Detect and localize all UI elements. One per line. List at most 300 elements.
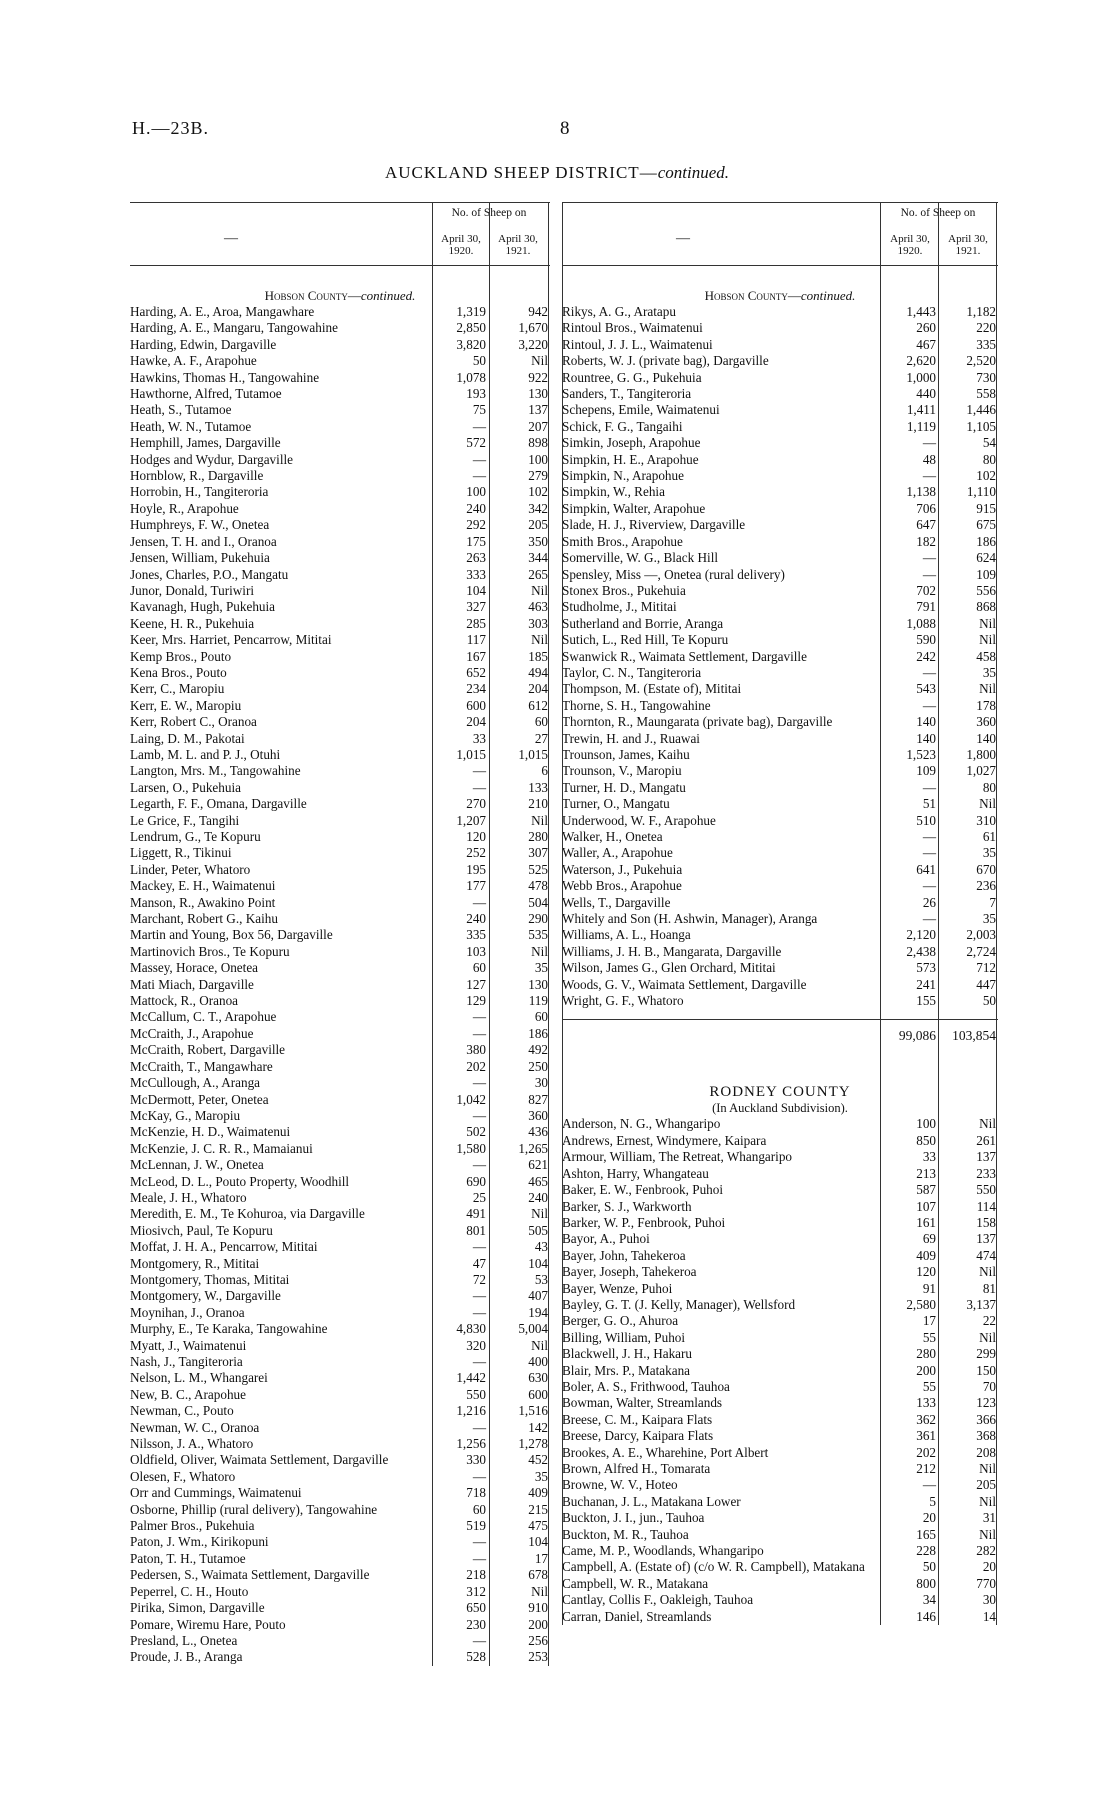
holder-name: Kerr, E. W., Maropiu (130, 697, 242, 713)
sheep-1920: 587 (916, 1182, 936, 1198)
sheep-1920: 200 (916, 1362, 936, 1378)
table-row (562, 353, 998, 369)
sheep-1921: 368 (976, 1428, 996, 1444)
sheep-1920: — (922, 845, 936, 861)
holder-name: Bowman, Walter, Streamlands (562, 1395, 723, 1411)
table-row (562, 320, 998, 336)
county-name: Hobson County— (704, 288, 801, 303)
sheep-1920: 100 (916, 1116, 936, 1132)
sheep-1921: 712 (976, 960, 996, 976)
sheep-1920: 252 (466, 845, 486, 861)
sheep-1920: 850 (916, 1132, 936, 1148)
holder-name: Heath, S., Tutamoe (130, 402, 232, 418)
sheep-1920: 467 (916, 336, 936, 352)
table-row (130, 895, 550, 911)
sheep-1920: 202 (916, 1444, 936, 1460)
holder-name: Underwood, W. F., Arapohue (562, 812, 716, 828)
table-row (130, 1584, 550, 1600)
table-row (130, 1108, 550, 1124)
sheep-1920: 706 (916, 500, 936, 516)
table-row (562, 698, 998, 714)
sheep-1920: 146 (916, 1608, 936, 1624)
sheep-1921: 458 (976, 648, 996, 664)
sheep-1920: 800 (916, 1575, 936, 1591)
table-row (130, 337, 550, 353)
sheep-1921: Nil (979, 681, 996, 697)
holder-name: Hawkins, Thomas H., Tangowahine (130, 369, 320, 385)
table-row (130, 1370, 550, 1386)
sheep-1920: 204 (466, 714, 486, 730)
holder-name: Horrobin, H., Tangiteroria (130, 484, 269, 500)
sheep-1920: 590 (916, 632, 936, 648)
sheep-1920: 167 (466, 648, 486, 664)
title-continued: continued. (657, 163, 729, 182)
table-row (130, 517, 550, 533)
holder-name: Walker, H., Onetea (562, 829, 663, 844)
sheep-1921: Nil (531, 1583, 548, 1599)
holder-name: McKenzie, J. C. R. R., Mamaianui (130, 1140, 313, 1156)
sheep-1920: 228 (916, 1543, 936, 1559)
table-row (562, 1461, 998, 1477)
holder-name: Berger, G. O., Ahuroa (562, 1313, 679, 1329)
table-row (562, 550, 998, 566)
table-row (130, 435, 550, 451)
table-row (130, 1551, 550, 1567)
holder-name: Legarth, F. F., Omana, Dargaville (130, 796, 307, 812)
sheep-1920: 280 (916, 1346, 936, 1362)
holder-name: Waller, A., Arapohue (562, 845, 673, 861)
sheep-1920: 1,256 (456, 1436, 486, 1452)
sheep-1920: 129 (466, 993, 486, 1009)
table-row (562, 386, 998, 402)
sheep-1921: 407 (528, 1288, 548, 1304)
sheep-1920: 155 (916, 993, 936, 1009)
sheep-1920: 20 (922, 1510, 936, 1526)
sheep-1920: 33 (472, 730, 486, 746)
sheep-1920: 1,442 (456, 1370, 486, 1386)
holder-name: Oldfield, Oliver, Waimata Settlement, Dargaville (130, 1452, 389, 1468)
sheep-1920: 502 (466, 1124, 486, 1140)
holder-name: Andrews, Ernest, Windymere, Kaipara (562, 1132, 767, 1148)
sheep-1921: 200 (528, 1616, 548, 1632)
sheep-1921: 109 (976, 566, 996, 582)
county-heading (130, 288, 550, 304)
sheep-1921: 2,724 (966, 943, 996, 959)
sheep-1921: 240 (528, 1189, 548, 1205)
table-row (130, 304, 550, 320)
holder-name: Buchanan, J. L., Matakana Lower (562, 1493, 741, 1509)
sheep-1921: 6 (541, 763, 548, 779)
sheep-1920: 1,580 (456, 1140, 486, 1156)
sheep-1920: — (472, 763, 486, 779)
column-rule (432, 203, 433, 1666)
sheep-1921: 436 (528, 1124, 548, 1140)
holder-name: Taylor, C. N., Tangiteroria (562, 664, 702, 680)
sheep-1921: Nil (979, 796, 996, 812)
holder-name: Schick, F. G., Tangaihi (562, 418, 683, 434)
table-row (130, 911, 550, 927)
table-row (130, 1042, 550, 1058)
sheep-1920: 100 (466, 484, 486, 500)
holder-name: Hornblow, R., Dargaville (130, 468, 264, 484)
sheep-1921: 60 (534, 714, 548, 730)
holder-name: Carran, Daniel, Streamlands (562, 1608, 712, 1624)
holder-name: Keene, H. R., Pukehuia (130, 615, 255, 631)
table-row (562, 484, 998, 500)
sheep-1921: 253 (528, 1649, 548, 1665)
sheep-1920: 212 (916, 1461, 936, 1476)
sheep-1921: Nil (531, 943, 548, 959)
sheep-1921: 282 (976, 1543, 996, 1559)
table-row (130, 1403, 550, 1419)
sheep-1920: 177 (466, 878, 486, 894)
sheep-1921: Nil (979, 1116, 996, 1132)
holder-name: Williams, J. H. B., Mangarata, Dargaville (562, 943, 782, 959)
table-row (130, 1452, 550, 1468)
holder-name: Miosivch, Paul, Te Kopuru (130, 1222, 273, 1238)
sheep-1920: 647 (916, 517, 936, 533)
sheep-1920: 270 (466, 796, 486, 812)
table-row (562, 1445, 998, 1461)
holder-name: Hawthorne, Alfred, Tutamoe (130, 386, 282, 402)
sheep-1921: 137 (976, 1149, 996, 1165)
sheep-1920: — (922, 878, 936, 894)
holder-name: Wilson, James G., Glen Orchard, Mititai (562, 960, 776, 976)
sheep-1921: 1,446 (966, 402, 996, 418)
table-row (130, 468, 550, 484)
sheep-1921: 910 (528, 1600, 548, 1616)
sheep-1920: 690 (466, 1173, 486, 1189)
sheep-1920: 380 (466, 1042, 486, 1058)
table-row (130, 747, 550, 763)
table-row (130, 616, 550, 632)
sheep-1920: 519 (466, 1518, 486, 1534)
sheep-1921: 207 (528, 418, 548, 434)
holder-name: Buckton, J. I., jun., Tauhoa (562, 1510, 705, 1526)
sheep-1921: 463 (528, 599, 548, 615)
holder-name: Ashton, Harry, Whangateau (562, 1165, 709, 1181)
column-rule (996, 203, 997, 1625)
county-name: Hobson County— (264, 288, 361, 303)
holder-name: Keer, Mrs. Harriet, Pencarrow, Mititai (130, 632, 332, 648)
table-row (130, 1321, 550, 1337)
sheep-1921: Nil (531, 632, 548, 648)
sheep-1921: Nil (531, 812, 548, 828)
sheep-1921: 409 (528, 1485, 548, 1501)
sheep-1921: 1,015 (518, 746, 548, 762)
table-row (562, 1609, 998, 1625)
table-row (562, 1133, 998, 1149)
sheep-1920: 1,000 (906, 369, 936, 385)
col-1920-heading: April 30, 1920. (441, 233, 481, 257)
sheep-1921: 898 (528, 435, 548, 451)
table-row (562, 1297, 998, 1313)
holder-name: Manson, R., Awakino Point (130, 894, 276, 910)
sheep-1920: — (922, 1477, 936, 1493)
sheep-1920: 572 (466, 435, 486, 451)
sheep-1921: 265 (528, 566, 548, 582)
table-row (130, 698, 550, 714)
holder-name: Anderson, N. G., Whangaripo (562, 1116, 721, 1132)
table-row (130, 681, 550, 697)
sheep-1921: 35 (534, 960, 548, 976)
sheep-1921: 3,220 (518, 336, 548, 352)
table-row (562, 878, 998, 894)
sheep-1920: — (472, 1288, 486, 1304)
sheep-1920: 573 (916, 960, 936, 976)
table-row (562, 927, 998, 943)
sheep-1920: 91 (922, 1280, 936, 1296)
sheep-1921: 102 (528, 484, 548, 500)
sheep-1921: 140 (976, 730, 996, 746)
col-1920-heading: April 30, 1920. (890, 233, 930, 257)
holder-name: McKay, G., Maropiu (130, 1107, 241, 1123)
sheep-1921: 30 (982, 1592, 996, 1608)
table-row (562, 731, 998, 747)
table-row (562, 567, 998, 583)
sheep-1920: — (472, 1632, 486, 1648)
sheep-1921: 558 (976, 386, 996, 402)
holder-name: Newman, C., Pouto (130, 1403, 234, 1419)
holder-name: Kavanagh, Hugh, Pukehuia (130, 599, 276, 615)
sheep-1921: 220 (976, 320, 996, 336)
table-row (562, 599, 998, 615)
table-row (130, 1256, 550, 1272)
sheep-1921: 344 (528, 550, 548, 566)
holder-name: McCallum, C. T., Arapohue (130, 1009, 277, 1025)
name-column-dash: — (224, 231, 238, 246)
table-row (562, 1543, 998, 1559)
holder-name: Peperrel, C. H., Houto (130, 1583, 249, 1599)
sheep-1920: 69 (922, 1231, 936, 1247)
table-row (130, 1617, 550, 1633)
table-row (130, 1206, 550, 1222)
holder-name: Harding, A. E., Mangaru, Tangowahine (130, 320, 338, 336)
sheep-1921: 14 (982, 1608, 996, 1624)
sheep-1921: 360 (976, 714, 996, 730)
table-row (130, 714, 550, 730)
sheep-1920: — (472, 1550, 486, 1566)
sheep-1920: 202 (466, 1058, 486, 1074)
table-row (130, 370, 550, 386)
table-row (562, 452, 998, 468)
sheep-1920: — (922, 829, 936, 844)
holder-name: McCraith, T., Mangawhare (130, 1058, 273, 1074)
holder-name: McLennan, J. W., Onetea (130, 1157, 264, 1173)
holder-name: Bayor, A., Puhoi (562, 1231, 650, 1247)
sheep-1920: 241 (916, 976, 936, 992)
holder-name: Rintoul Bros., Waimatenui (562, 320, 703, 336)
right-rows (562, 304, 998, 1009)
table-row (562, 501, 998, 517)
sheep-1920: 543 (916, 681, 936, 697)
table-row (562, 1330, 998, 1346)
holder-name: Myatt, J., Waimatenui (130, 1337, 247, 1353)
table-row (562, 1248, 998, 1264)
sheep-1920: 1,411 (906, 402, 936, 418)
table-row (130, 1059, 550, 1075)
sheep-1921: 123 (976, 1395, 996, 1411)
sheep-1921: Nil (531, 582, 548, 598)
table-row (130, 1092, 550, 1108)
sheep-1920: 1,088 (906, 615, 936, 631)
sheep-1920: 2,580 (906, 1296, 936, 1312)
table-row (130, 501, 550, 517)
sheep-1920: 702 (916, 582, 936, 598)
sheep-1920: 5 (929, 1493, 936, 1509)
holder-name: Barker, S. J., Warkworth (562, 1198, 692, 1214)
sheep-1920: 47 (472, 1255, 486, 1271)
holder-name: Liggett, R., Tikinui (130, 845, 232, 861)
sheep-1921: 452 (528, 1452, 548, 1468)
table-row (130, 1338, 550, 1354)
holder-name: Breese, Darcy, Kaipara Flats (562, 1428, 714, 1444)
table-row (130, 484, 550, 500)
table-row (562, 944, 998, 960)
sheep-1920: 550 (466, 1386, 486, 1402)
sheep-1921: 1,110 (966, 484, 996, 500)
hobson-total-row (562, 1019, 998, 1050)
sheep-1921: 50 (982, 993, 996, 1009)
sheep-1920: 33 (922, 1149, 936, 1165)
sheep-1920: 240 (466, 911, 486, 927)
column-rule (562, 203, 563, 1625)
holder-name: Campbell, W. R., Matakana (562, 1575, 709, 1591)
sheep-1920: — (472, 1304, 486, 1320)
table-row (130, 452, 550, 468)
holder-name: Wells, T., Dargaville (562, 894, 671, 910)
table-row (130, 1239, 550, 1255)
sheep-1920: 213 (916, 1165, 936, 1181)
holder-name: Paton, J. Wm., Kirikopuni (130, 1534, 269, 1550)
sheep-1920: 240 (466, 500, 486, 516)
sheep-1920: 165 (916, 1526, 936, 1542)
table-row (130, 1633, 550, 1649)
holder-name: Larsen, O., Pukehuia (130, 779, 241, 795)
sheep-1921: Nil (979, 615, 996, 631)
sheep-1921: 54 (982, 435, 996, 451)
sheep-1921: 1,027 (966, 763, 996, 779)
holder-name: Hodges and Wydur, Dargaville (130, 451, 293, 467)
table-row (130, 1502, 550, 1518)
sheep-1920: — (922, 550, 936, 566)
holder-name: Trewin, H. and J., Ruawai (562, 730, 700, 746)
holder-name: Bayer, Joseph, Tahekeroa (562, 1264, 697, 1280)
total-1921: 103,854 (952, 1028, 996, 1044)
sheep-1920: 60 (472, 960, 486, 976)
sheep-1920: — (922, 664, 936, 680)
sheep-1920: 218 (466, 1567, 486, 1583)
sheep-1921: 205 (528, 517, 548, 533)
table-row (130, 1009, 550, 1025)
sheep-1921: 400 (528, 1354, 548, 1369)
sheep-1920: 120 (916, 1264, 936, 1280)
table-row (130, 386, 550, 402)
sheep-1921: 233 (976, 1165, 996, 1181)
sheep-1921: 360 (528, 1107, 548, 1123)
table-row (130, 1534, 550, 1550)
sheep-1921: 70 (982, 1378, 996, 1394)
sheep-1921: 261 (976, 1132, 996, 1148)
sheep-1921: 102 (976, 468, 996, 484)
sheep-1920: 51 (922, 796, 936, 812)
table-row (130, 1223, 550, 1239)
sheep-1920: — (922, 911, 936, 927)
table-row (562, 1281, 998, 1297)
table-row (562, 1576, 998, 1592)
table-row (130, 862, 550, 878)
holder-name: Studholme, J., Mititai (562, 599, 677, 615)
table-row (130, 1387, 550, 1403)
sheep-1921: 236 (976, 878, 996, 894)
sheep-1920: 2,850 (456, 320, 486, 336)
table-row (130, 419, 550, 435)
sheep-1920: 600 (466, 697, 486, 713)
sheep-1921: 465 (528, 1173, 548, 1189)
holder-name: Osborne, Phillip (rural delivery), Tangowahine (130, 1501, 378, 1517)
rodney-county-heading: RODNEY COUNTY (709, 1084, 851, 1101)
holder-name: Smith Bros., Arapohue (562, 533, 683, 549)
table-row (130, 731, 550, 747)
col-1921-heading: April 30, 1921. (498, 233, 538, 257)
sheep-1921: 2,003 (966, 927, 996, 943)
sheep-1921: Nil (531, 1337, 548, 1353)
sheep-1920: 2,120 (906, 927, 936, 943)
sheep-1920: 1,319 (456, 304, 486, 319)
sheep-1921: 922 (528, 369, 548, 385)
sheep-1920: 1,078 (456, 369, 486, 385)
sheep-1921: 310 (976, 812, 996, 828)
sheep-1921: 194 (528, 1304, 548, 1320)
holder-name: Blair, Mrs. P., Matakana (562, 1362, 691, 1378)
sheep-1920: 491 (466, 1206, 486, 1222)
sheep-1921: 350 (528, 533, 548, 549)
table-row (130, 1649, 550, 1665)
sheep-1920: 72 (472, 1271, 486, 1287)
table-row (562, 1264, 998, 1280)
sheep-1921: 27 (534, 730, 548, 746)
holder-name: McCraith, J., Arapohue (130, 1025, 254, 1041)
holder-name: McKenzie, H. D., Waimatenui (130, 1124, 291, 1140)
sheep-1920: — (472, 1157, 486, 1173)
table-row (562, 911, 998, 927)
holder-name: Baker, E. W., Fenbrook, Puhoi (562, 1182, 724, 1198)
sheep-1920: — (472, 894, 486, 910)
sheep-1921: Nil (979, 1329, 996, 1345)
sheep-1921: 35 (982, 911, 996, 927)
sheep-1920: 50 (922, 1559, 936, 1575)
holder-name: Marchant, Robert G., Kaihu (130, 911, 278, 927)
holder-name: Thorne, S. H., Tangowahine (562, 697, 711, 713)
sheep-1921: 53 (534, 1271, 548, 1287)
holder-name: Simpkin, W., Rehia (562, 484, 665, 500)
holder-name: Somerville, W. G., Black Hill (562, 550, 719, 566)
holder-name: Trounson, James, Kaihu (562, 746, 690, 762)
sheep-1920: 361 (916, 1428, 936, 1444)
holder-name: Turner, O., Mangatu (562, 796, 670, 812)
holder-name: Kena Bros., Pouto (130, 664, 227, 680)
sheep-1920: 127 (466, 976, 486, 992)
holder-name: Webb Bros., Arapohue (562, 878, 682, 894)
table-row (562, 1494, 998, 1510)
holder-name: Kemp Bros., Pouto (130, 648, 232, 664)
table-row (562, 534, 998, 550)
sheep-1920: 117 (466, 632, 486, 648)
holder-name: McCraith, Robert, Dargaville (130, 1042, 286, 1058)
sheep-1920: 193 (466, 386, 486, 402)
holder-name: Hemphill, James, Dargaville (130, 435, 281, 451)
sheep-count-heading: No. of Sheep on (900, 207, 976, 219)
